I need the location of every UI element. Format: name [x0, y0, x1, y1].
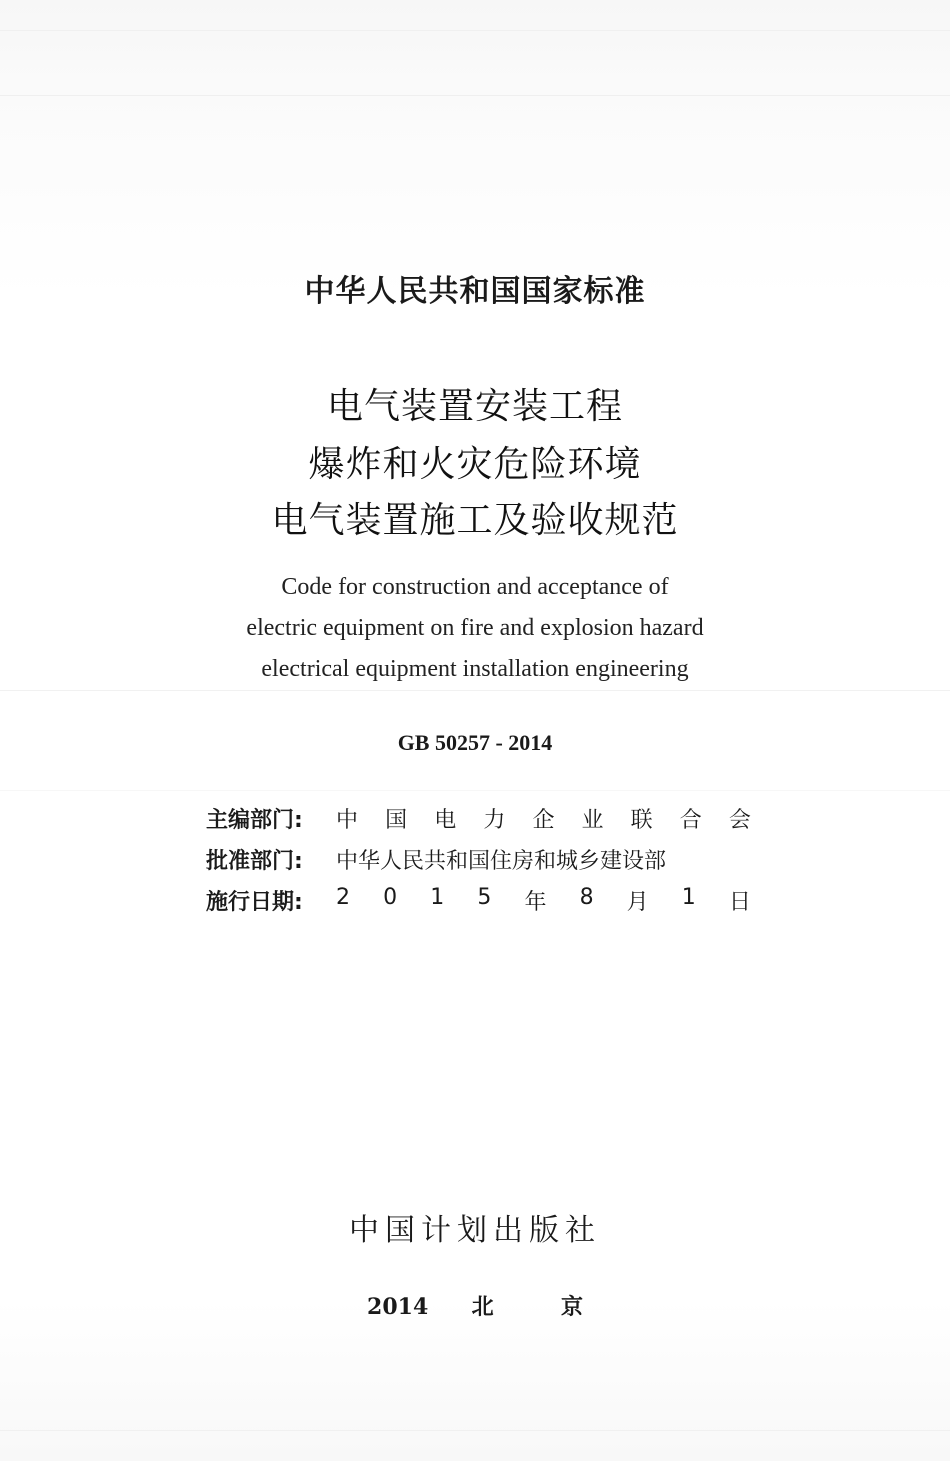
title-line-2: 爆炸和火灾危险环境 — [308, 444, 642, 485]
publication-info — [206, 798, 751, 921]
editor-char: 合 — [679, 808, 702, 833]
date-char: 8 — [579, 885, 594, 910]
date-char: 1 — [681, 885, 696, 910]
title-line-1: 电气装置安装工程 — [326, 386, 623, 427]
date-char: 日 — [728, 890, 751, 915]
approver-value: 中华人民共和国住房和城乡建设部 — [336, 849, 667, 874]
approver-row — [206, 839, 751, 880]
publication-place — [0, 1290, 950, 1321]
editor-char: 企 — [532, 808, 555, 833]
editor-char: 力 — [483, 808, 506, 833]
scan-streak — [0, 1430, 950, 1431]
publication-year: 2014 — [367, 1294, 429, 1320]
city-char-1: 北 — [471, 1294, 494, 1320]
editor-char: 中 — [336, 808, 359, 833]
scan-streak — [0, 30, 950, 31]
title-line-3: 电气装置施工及验收规范 — [271, 500, 679, 541]
date-char: 5 — [477, 885, 492, 910]
editor-char: 电 — [434, 808, 457, 833]
english-title-line-3: electrical equipment installation engineering — [261, 656, 689, 682]
english-title-line-1: Code for construction and acceptance of — [281, 574, 669, 600]
english-title-line-2: electric equipment on fire and explosion hazard — [246, 615, 704, 641]
editor-row — [206, 798, 751, 839]
editor-char: 业 — [581, 808, 604, 833]
editor-char: 会 — [728, 808, 751, 833]
date-char: 2 — [336, 885, 350, 910]
date-char: 0 — [383, 885, 398, 910]
publisher-name: 中国计划出版社 — [349, 1213, 601, 1248]
city-char-2: 京 — [560, 1294, 583, 1320]
scan-streak — [0, 690, 950, 691]
editor-char: 国 — [385, 808, 408, 833]
editor-char: 联 — [630, 808, 653, 833]
approver-label: 批准部门: — [206, 849, 303, 874]
date-label: 施行日期: — [206, 890, 303, 915]
date-value — [336, 885, 751, 916]
date-row — [206, 880, 751, 921]
standard-code: GB 50257 - 2014 — [397, 730, 553, 755]
date-char: 1 — [430, 885, 445, 910]
editor-value — [336, 803, 751, 834]
date-char: 年 — [524, 890, 547, 915]
scan-streak — [0, 95, 950, 96]
editor-label: 主编部门: — [206, 808, 303, 833]
date-char: 月 — [626, 890, 649, 915]
national-standard-heading: 中华人民共和国国家标准 — [304, 274, 646, 309]
scan-streak — [0, 790, 950, 791]
